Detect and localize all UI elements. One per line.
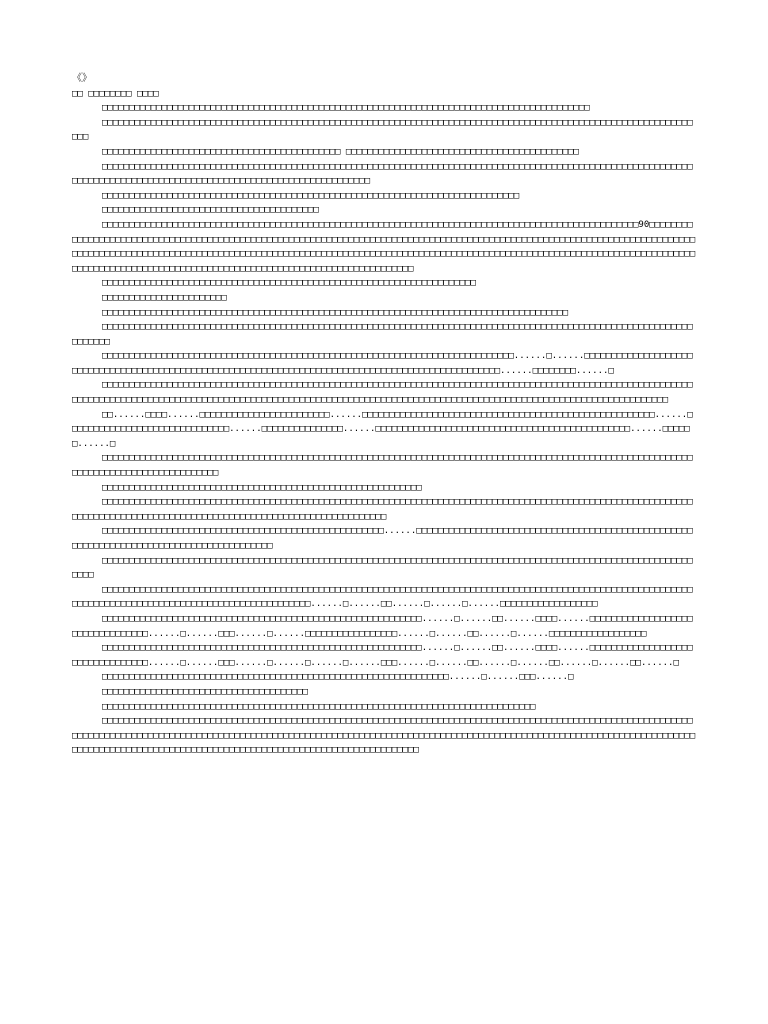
body-paragraph: □□□□□□□□□□□□□□□□□□□□□□□□□□□□□□□□□□□□□□□□□□□□□□□□□□□□□□□□□□□□□□□□□□□□□□□□□□□□□□□□□□□□□□□□□□□□□□□□□□□□□□□□□□□□□□□□□□□□□□□□□□□□□□□□□□□□□□□□ [72, 453, 693, 479]
section-title: □□ □□□□□□□□ □□□□ [72, 88, 159, 99]
body-paragraph: □□□□□□□□□□□□□□□□□□□□□□□□□□□□□□□□□□□□□□□□□□□□□□□□□□□□□□□□□□□□□□□□□□□□□□□□□□□□□□□□ [102, 701, 536, 712]
body-paragraph: □□□□□□□□□□□□□□□□□□□□□□□□□□□□□□□□□□□□□□□□□□□□□□□□□□□□□□□□□□□□□□□□□□□□□□□□□□□□□□□□□□□□□□□□□□□□□□□□□□□□□□□□□□□□□□□□□□□□□□□□□□□□□□□□□□□□□□□□□□□□□□□□□□□□□□□□□......□......□□......□......□......□□□□□□□□□□□□□□□□□□ [72, 584, 693, 610]
body-paragraph: □□□□□□□□□□□□□□□□□□□□□□□□□□□□□□□□□□□□□□□□□□□□□□□□□□□□□□□□□□□□□□□□□□□□□ [102, 278, 476, 289]
body-paragraph: □□□□□□□□□□□□□□□□□□□□□□□□□□□□□□□□□□□□□□□□□□□□□□□□□□□□□□□□□□□□□□□□......□......□□□......□ [102, 672, 574, 683]
body-paragraph: □□□□□□□□□□□□□□□□□□□□□□□□□□□□□□□□□□□□□□□□□□□□□□□□□□□□□□□□□□□□□□□□□□□□□□□□□□□□......□......□□□□□□□□□□□□□□□□□□□□□□□□□□□□□□□□□□□□□□□□□□□□□□□□□□□□□□□□□□□□□□□□□□□□□□□□□□□□□□□□□□□□□□□□□□□□□□□□□□□......□□□□□□□□......□ [72, 351, 693, 376]
body-paragraph: □□□□□□□□□□□□□□□□□□□□□□□□□□□□□□□□□□□□□□□□□□□□□□□□□□□□□□□□□□□□□□□□□□□□□□□□□□□□□□□□□□□□□□□□□□□□□□□□□□□□□□□□□□□□□□□□□□□□□□□□□□□□□□□□□□□□□□□□□□□□□□□□□□□□□□□□□□□□□□□□□□□□□□□□□□□□□□□□□□□□□□□□□□□□□□□□□□□□□□□□□□□□□□□□□□□□□□□□□□□□□□□□□□□□□□□□□□□□□□□□□□□□□□□□□□□□□□□□□□□□□□□□□□□□□□□□□□□□□□□□□□□□□□□□ [72, 716, 696, 756]
body-paragraph: □□□□□□□□□□□□□□□□□□□□□□□□□□□□□□□□□□□□□□□□□□□□□□□□□□□□□□□□□□□......□......□□......□□□□......□□□□□□□□□□□□□□□□□□□□□□□□□□□□□□□□□......□......□□□......□......□......□......□□□......□......□□......□......□□......□......□□......□ [72, 643, 693, 668]
body-paragraph: □□□□□□□□□□□□□□□□□□□□□□□□□□□□□□□□□□□□□□□□□□□□□□□□□□□□□□□□□□□□□□□□□□□□□□□□□□□□□□□□□□□□□□□□□□□□□□□□□□□□□□□□□□□□□□□□□□□□□□□□□□□□□□□□□□□□□□□□□□□□□□□□□□□□□□□□□□□□□□□□□□□□□□□ [72, 497, 693, 522]
body-paragraph: □□□□□□□□□□□□□□□□□□□□□□□□□□□□□□□□□□□□□□□□□□□□□□□□□□□□□□□□□□□□□□□□□□□□□□□□□□□□□□□□□□□□□□□□□□□□□□□□□□□90□□□□□□□□□□□□□□□□□□□□□□□□□□□□□□□□□□□□□□□□□□□□□□□□□□□□□□□□□□□□□□□□□□□□□□□□□□□□□□□□□□□□□□□□□□□□□□□□□□□□□□□□□□□□□□□□□□□□□□□□□□□□□□□□□□□□□□□□□□□□□□□□□□□□□□□□□□□□□□□□□□□□□□□□□□□□□□□□□□□□□□□□□□□□□□□□□□□□□□□□□□□□□□□□□□□□□□□□□□□□□□□□□□□□□□□□□□□□□□□□□□□□□□□□□□□□□□□□□□□□□□□□□□□□□□□□□□□□□□□□□□□□□□□□□□□□□□□□□□□□□ [72, 219, 696, 274]
body-paragraph: □□□□□□□□□□□□□□□□□□□□□□□□□□□□□□□□□□□□□□□□□□□□□□□□□□□□□□□□□□□□□□□□□□□□□□□□□□□□□ [102, 190, 520, 201]
body-paragraph: □□□□□□□□□□□□□□□□□□□□□□□□□□□□□□□□□□□□□□□□ [102, 205, 319, 216]
body-paragraph: □□□□□□□□□□□□□□□□□□□□□□□□□□□□□□□□□□□□□□ [102, 686, 308, 697]
body-paragraph: □□□□□□□□□□□□□□□□□□□□□□□ [102, 292, 227, 303]
body-paragraph: □□□□□□□□□□□□□□□□□□□□□□□□□□□□□□□□□□□□□□□□□□□□□□□□□□□□□□□□□□□□□□□□□□□□□□□□□□□□□□□□□□□□□□□□□□□□□□□□□□□□□□□□□□□□□□□□□□□□□□□□□□□□□□□□□□□□□□□□□□□□□□□□□□□□□□□□□□□□□□□□□□□□ [72, 161, 693, 187]
document-header-glyph: 《》 [72, 73, 92, 84]
body-paragraph: □□□□□□□□□□□□□□□□□□□□□□□□□□□□□□□□□□□□□□□□□□□□ □□□□□□□□□□□□□□□□□□□□□□□□□□□□□□□□□□□□□□□□□□□ [102, 146, 579, 157]
body-paragraph: □□□□□□□□□□□□□□□□□□□□□□□□□□□□□□□□□□□□□□□□□□□□□□□□□□□□□□□□□□□□□□□□□□□□□□□□□□□□□□□□□□□□□□□□□□□□□□□□□□□□□□□□□□□□□□□□□ [72, 555, 693, 581]
body-paragraph: □□□□□□□□□□□□□□□□□□□□□□□□□□□□□□□□□□□□□□□□□□□□□□□□□□□□□□□□□□□□□□□□□□□□□□□□□□□□□□□□□□□□□□ [102, 307, 568, 318]
body-paragraph: □□□□□□□□□□□□□□□□□□□□□□□□□□□□□□□□□□□□□□□□□□□□□□□□□□□□□□□□□□□ [102, 482, 422, 493]
body-paragraph: □□□□□□□□□□□□□□□□□□□□□□□□□□□□□□□□□□□□□□□□□□□□□□□□□□□□□□□□□□□□□□□□□□□□□□□□□□□□□□□□□□□□□□□□□□ [102, 103, 590, 114]
body-paragraph: □□□□□□□□□□□□□□□□□□□□□□□□□□□□□□□□□□□□□□□□□□□□□□□□□□□□□□□□□□□□□□□□□□□□□□□□□□□□□□□□□□□□□□□□□□□□□□□□□□□□□□□□□□□□□□□□ [72, 117, 693, 143]
body-paragraph: □□□□□□□□□□□□□□□□□□□□□□□□□□□□□□□□□□□□□□□□□□□□□□□□□□□□□□□□□□□......□......□□......□□□□......□□□□□□□□□□□□□□□□□□□□□□□□□□□□□□□□□......□......□□□......□......□□□□□□□□□□□□□□□□□......□......□□......□......□□□□□□□□□□□□□□□□□□ [72, 613, 693, 639]
body-paragraph: □□□□□□□□□□□□□□□□□□□□□□□□□□□□□□□□□□□□□□□□□□□□□□□□□□□□□□□□□□□□□□□□□□□□□□□□□□□□□□□□□□□□□□□□□□□□□□□□□□□□□□□□□□□□□□□□□□□□ [72, 322, 693, 347]
document-body [72, 101, 696, 758]
body-paragraph: □□□□□□□□□□□□□□□□□□□□□□□□□□□□□□□□□□□□□□□□□□□□□□□□□□□□□□□□□□□□□□□□□□□□□□□□□□□□□□□□□□□□□□□□□□□□□□□□□□□□□□□□□□□□□□□□□□□□□□□□□□□□□□□□□□□□□□□□□□□□□□□□□□□□□□□□□□□□□□□□□□□□□□□□□□□□□□□□□□□□□□□□□□□□□□□□□□□□□□□□□□□□□□□□□□□□□□□□□□□ [72, 380, 693, 406]
body-paragraph: □□□□□□□□□□□□□□□□□□□□□□□□□□□□□□□□□□□□□□□□□□□□□□□□□□□□......□□□□□□□□□□□□□□□□□□□□□□□□□□□□□□□□□□□□□□□□□□□□□□□□□□□□□□□□□□□□□□□□□□□□□□□□□□□□□□□□□□□□□□□□ [72, 526, 693, 551]
body-paragraph: □□......□□□□......□□□□□□□□□□□□□□□□□□□□□□□□......□□□□□□□□□□□□□□□□□□□□□□□□□□□□□□□□□□□□□□□□□□□□□□□□□□□□□□......□□□□□□□□□□□□□□□□□□□□□□□□□□□□□□......□□□□□□□□□□□□□□□......□□□□□□□□□□□□□□□□□□□□□□□□□□□□□□□□□□□□□□□□□□□□□□□......□□□□□□......□ [72, 409, 693, 449]
